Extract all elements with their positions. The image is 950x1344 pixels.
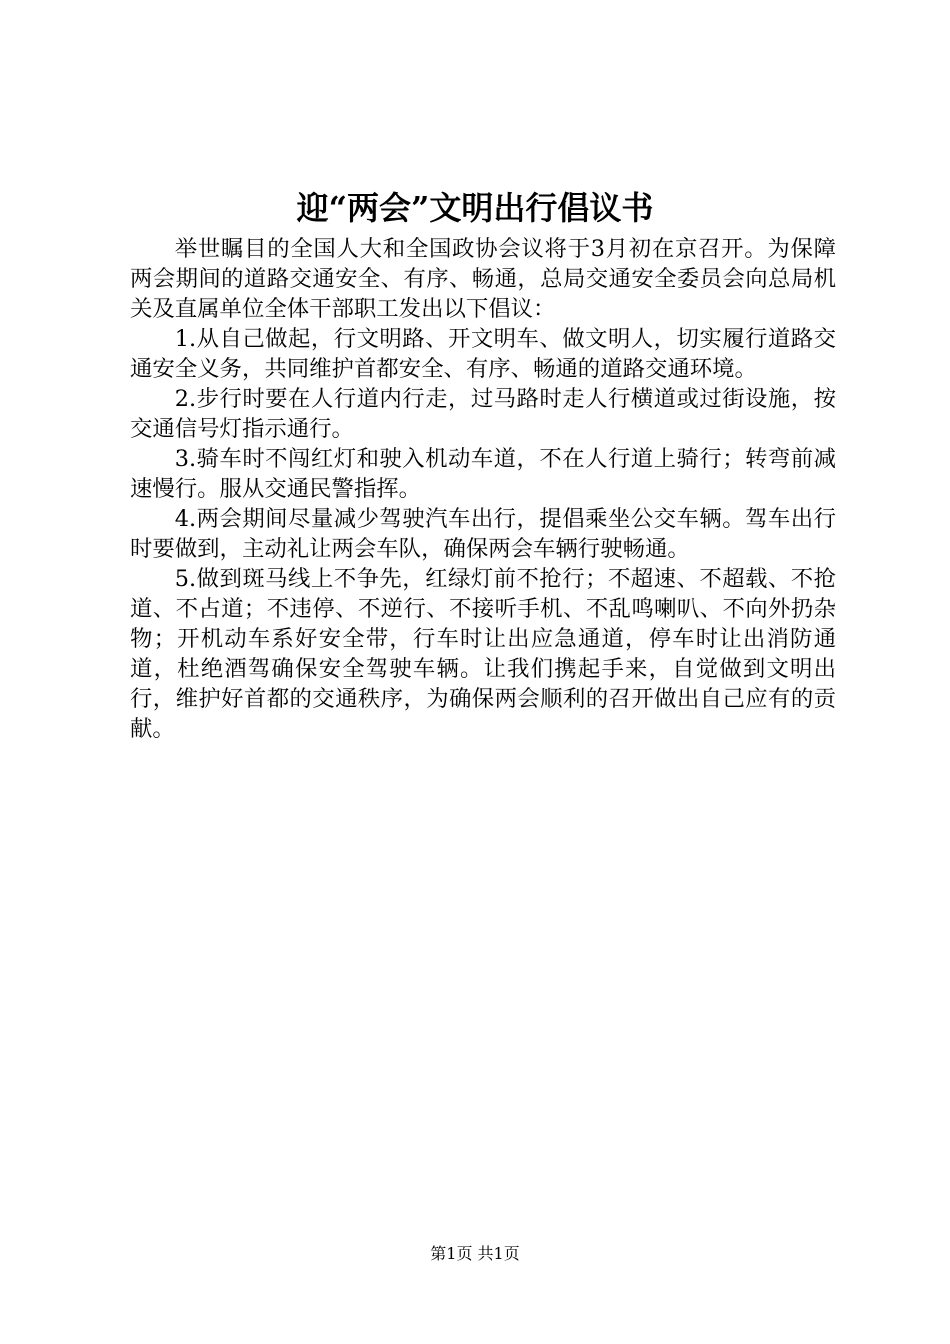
paragraph-intro: 举世瞩目的全国人大和全国政协会议将于3月初在京召开。为保障两会期间的道路交通安全、有序、畅通，总局交通安全委员会向总局机关及直属单位全体干部职工发出以下倡议： bbox=[130, 236, 836, 322]
page-number-footer: 第1页 共1页 bbox=[430, 1244, 520, 1263]
paragraph-item-1: 1.从自己做起，行文明路、开文明车、做文明人，切实履行道路交通安全义务，共同维护首都安全、有序、畅通的道路交通环境。 bbox=[130, 326, 836, 382]
paragraph-item-4: 4.两会期间尽量减少驾驶汽车出行，提倡乘坐公交车辆。驾车出行时要做到，主动礼让两会车队，确保两会车辆行驶畅通。 bbox=[130, 506, 836, 562]
paragraph-item-2: 2.步行时要在人行道内行走，过马路时走人行横道或过街设施，按交通信号灯指示通行。 bbox=[130, 386, 836, 442]
paragraph-item-5: 5.做到斑马线上不争先，红绿灯前不抢行；不超速、不超载、不抢道、不占道；不违停、不逆行、不接听手机、不乱鸣喇叭、不向外扔杂物；开机动车系好安全带，行车时让出应急通道，停车时让出消防通道，杜绝酒驾确保安全驾驶车辆。让我们携起手来，自觉做到文明出行，维护好首都的交通秩序，为确保两会顺利的召开做出自己应有的贡献。 bbox=[130, 566, 836, 742]
document-body bbox=[130, 234, 836, 744]
document-title: 迎“两会”文明出行倡议书 bbox=[296, 189, 654, 227]
paragraph-item-3: 3.骑车时不闯红灯和驶入机动车道，不在人行道上骑行；转弯前减速慢行。服从交通民警指挥。 bbox=[130, 446, 836, 502]
